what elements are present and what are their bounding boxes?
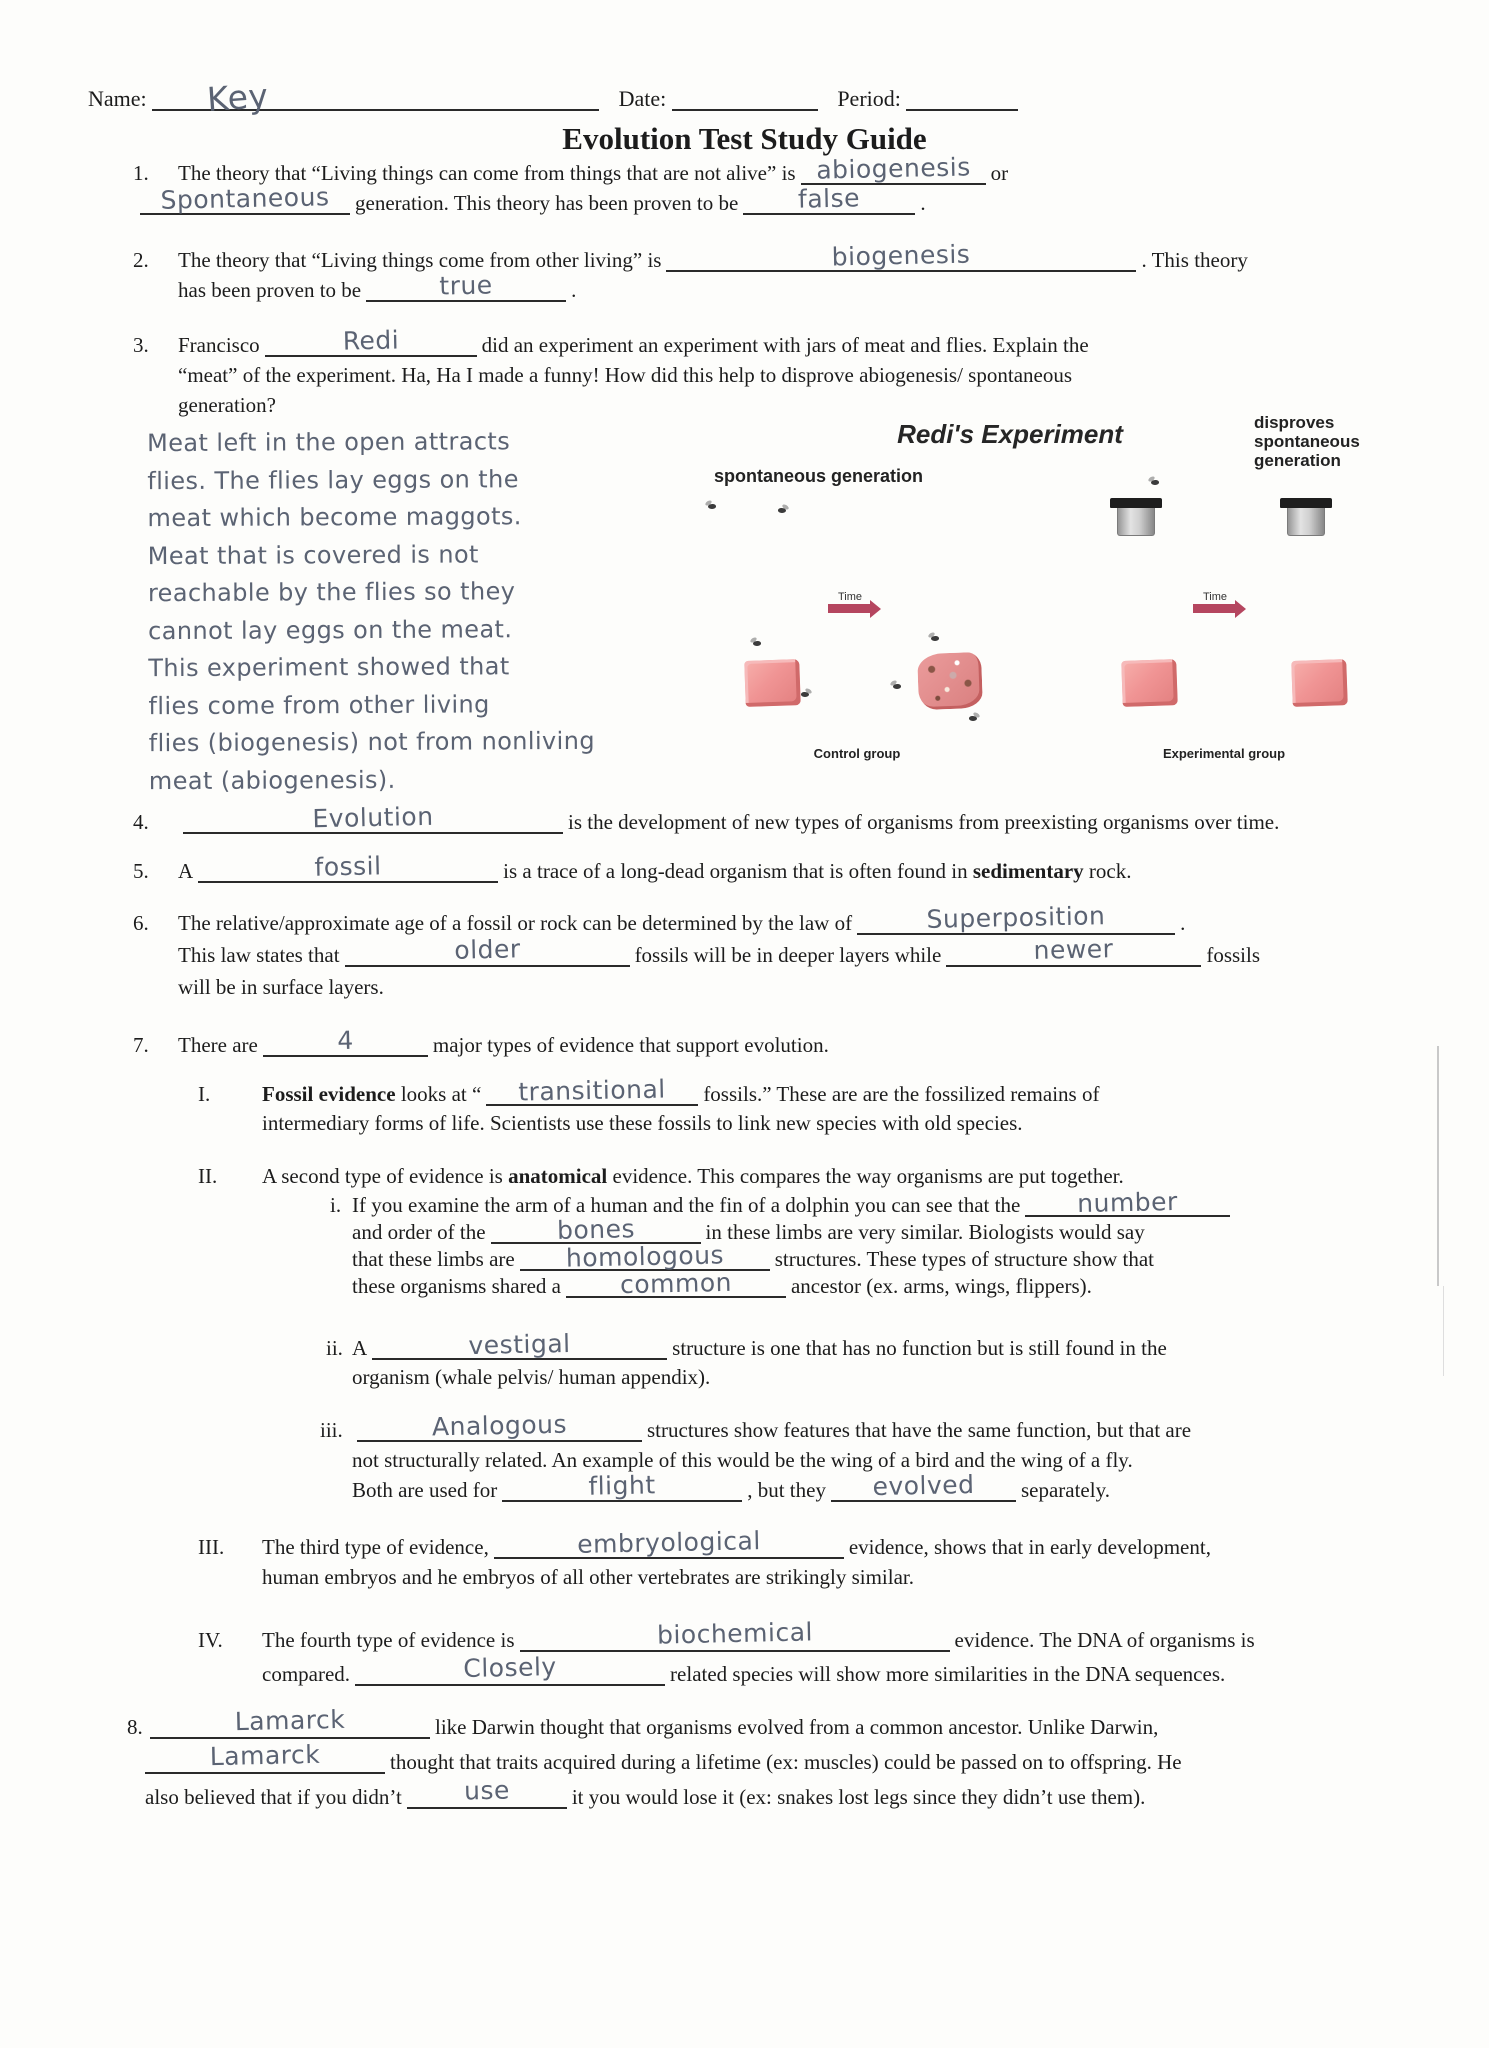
fly-icon [1148,477,1160,485]
sub-item-iii [320,1409,1192,1505]
answer-blank [372,1328,667,1361]
question-8 [127,1704,1182,1815]
answer-blank [357,1409,642,1442]
fresh-meat-icon [1121,659,1178,707]
question-text: The theory that “Living things can come from things that are not alive” is [178,161,796,185]
fresh-meat-icon [1291,659,1348,707]
answer-blank [366,270,566,302]
handwritten-answer: homologous [565,1240,725,1273]
sub-item-i [330,1186,1235,1300]
handwritten-answer-paragraph [147,423,595,800]
answer-blank [801,152,986,185]
answer-blank [183,801,563,834]
name-label: Name: [88,86,147,111]
question-text: generation? [178,393,276,417]
question-text: these organisms shared a [352,1274,561,1298]
redi-experiment-figure [700,413,1420,781]
question-text: The relative/approximate age of a fossil or rock can be determined by the law of [178,911,853,935]
question-text: not structurally related. An example of this would be the wing of a bird and the wing of a fly. [352,1448,1133,1472]
question-text: evidence. The DNA of organisms is [954,1628,1255,1652]
handwriting-line: This experiment showed that [148,652,510,683]
handwritten-answer: 4 [336,1025,354,1056]
question-number: 3. [133,333,149,357]
question-text: evidence. This compares the way organisms are put together. [612,1164,1124,1188]
question-text: separately. [1020,1478,1110,1502]
question-text: structures. These types of structure show that [774,1247,1154,1271]
question-text: fossils [1206,943,1261,967]
question-text: The fourth type of evidence is [262,1628,515,1652]
question-number: 7. [133,1033,149,1057]
handwritten-answer: abiogenesis [815,152,971,185]
handwritten-answer: Redi [342,325,400,356]
evidence-item-4 [198,1617,1255,1691]
handwritten-answer: fossil [314,851,382,882]
handwritten-answer: older [453,934,521,965]
question-text: that these limbs are [352,1247,515,1271]
sub-numeral: iii. [320,1418,343,1442]
handwriting-line: reachable by the flies so they [147,577,516,608]
arrow-icon [828,604,870,613]
question-text: ancestor (ex. arms, wings, flippers). [790,1274,1092,1298]
question-text: If you examine the arm of a human and the fin of a dolphin you can see that the [352,1193,1021,1217]
handwritten-answer: transitional [518,1074,667,1107]
answer-blank [831,1469,1016,1502]
time-arrow-experimental [1193,591,1253,613]
bold-term: Fossil evidence [262,1082,396,1106]
question-text: compared. [262,1662,351,1686]
caption-line: generation [1254,451,1341,470]
roman-numeral: III. [198,1535,225,1559]
answer-blank [265,325,477,357]
caption-line: spontaneous [1254,432,1360,451]
handwritten-answer: Superposition [926,901,1106,934]
handwritten-answer: Analogous [431,1409,568,1442]
handwriting-line: flies come from other living [148,689,490,720]
question-text: like Darwin thought that organisms evolved from a common ancestor. Unlike Darwin, [435,1715,1159,1739]
answer-blank [150,1704,430,1739]
rotten-meat-icon [917,652,983,710]
question-text: “meat” of the experiment. Ha, Ha I made a funny! How did this help to disprove abiogenesis/ spontaneous [178,363,1073,387]
time-arrow-control [828,591,888,613]
handwritten-answer: number [1077,1186,1179,1219]
question-text: This law states that [178,943,340,967]
question-text: is the development of new types of organisms from preexisting organisms over time. [568,810,1280,834]
fly-icon [750,638,762,646]
evidence-item-1 [198,1074,1100,1138]
question-text: is a trace of a long-dead organism that is often found in [503,859,968,883]
question-7 [133,1025,829,1060]
fly-icon [777,505,789,513]
experimental-group-label: Experimental group [1162,746,1286,761]
handwriting-line: cannot lay eggs on the meat. [148,614,513,645]
page-title: Evolution Test Study Guide [562,121,927,156]
fly-icon [705,501,717,509]
question-text: and order of the [352,1220,486,1244]
fly-icon [928,633,940,641]
handwriting-line: meat which become maggots. [147,502,522,533]
question-text: A [178,859,194,883]
question-5 [133,851,1132,886]
roman-numeral: II. [198,1164,218,1188]
handwritten-answer: Spontaneous [160,182,330,215]
handwritten-answer: Closely [463,1652,558,1683]
answer-blank [494,1526,844,1559]
question-text: fossils will be in deeper layers while [634,943,942,967]
question-text: A second type of evidence is [262,1164,503,1188]
question-text: The third type of evidence, [262,1535,489,1559]
handwritten-answer: flight [588,1470,657,1501]
handwriting-line: Meat that is covered is not [147,539,479,570]
evidence-item-2 [198,1161,1124,1191]
fresh-meat-icon [744,659,801,707]
handwritten-answer: false [798,183,861,214]
answer-blank [502,1470,742,1502]
date-blank [672,89,818,111]
answer-blank [491,1214,701,1245]
answer-blank [1025,1186,1230,1219]
question-4 [133,801,1280,837]
bold-term: anatomical [508,1164,608,1188]
fly-icon [968,713,980,721]
covered-jar-icon [1280,498,1332,536]
question-text: . This theory [1141,248,1248,272]
question-text: did an experiment an experiment with jars of meat and flies. Explain the [481,333,1089,357]
scan-artifact-line [1443,1286,1444,1376]
fly-icon [800,689,812,697]
question-2 [133,239,1248,305]
handwriting-line: Meat left in the open attracts [147,427,511,458]
question-text: thought that traits acquired during a lifetime (ex: muscles) could be passed on to offspring. He [390,1750,1182,1774]
answer-blank [345,934,630,967]
handwritten-answer: common [619,1267,733,1300]
question-number: 8. [127,1715,143,1739]
figure-left-caption: spontaneous generation [714,466,924,486]
answer-blank [145,1739,385,1774]
caption-line: disproves [1254,413,1335,432]
question-text: Francisco [178,333,260,357]
answer-blank [486,1074,698,1107]
sub-numeral: i. [330,1193,342,1217]
question-number: 6. [133,911,149,935]
handwritten-answer: bones [556,1214,635,1245]
period-blank [906,89,1018,111]
question-text: There are [178,1033,258,1057]
question-text: also believed that if you didn’t [145,1785,402,1809]
answer-blank [857,901,1175,935]
scan-artifact-line [1437,1046,1439,1286]
question-text: rock. [1088,859,1132,883]
sub-numeral: ii. [326,1336,343,1360]
question-text: looks at “ [400,1082,482,1106]
question-text: it you would lose it (ex: snakes lost legs since they didn’t use them). [571,1785,1146,1809]
answer-blank [407,1775,567,1809]
question-text: in these limbs are very similar. Biologists would say [705,1220,1145,1244]
answer-blank [140,182,350,215]
question-text: . [1180,911,1186,935]
question-6 [133,901,1261,1003]
handwriting-line: flies. The flies lay eggs on the [147,464,519,495]
evidence-item-3 [198,1526,1211,1592]
question-text: human embryos and he embryos of all other vertebrates are strikingly similar. [262,1565,914,1589]
worksheet-header [88,75,1408,120]
question-text: structures show features that have the same function, but that are [647,1418,1192,1442]
question-text: has been proven to be [178,278,362,302]
handwritten-answer: biogenesis [831,239,972,272]
handwritten-answer: newer [1033,934,1115,965]
time-label: Time [838,591,863,603]
answer-blank [520,1617,950,1652]
answer-blank [355,1652,665,1686]
answer-blank [566,1267,786,1300]
question-text: major types of evidence that support evolution. [432,1033,829,1057]
name-blank [152,75,599,120]
arrow-icon [1193,604,1235,613]
answer-blank [743,183,915,215]
handwriting-line: flies (biogenesis) not from nonliving [148,726,596,758]
handwritten-answer: use [463,1775,510,1806]
question-text: The theory that “Living things come from other living” is [178,248,662,272]
handwritten-answer: embryological [576,1526,761,1559]
question-text: , but they [747,1478,826,1502]
period-label: Period: [837,86,901,111]
question-text: generation. This theory has been proven to be [355,191,739,215]
question-text: A [352,1336,368,1360]
roman-numeral: IV. [198,1628,223,1652]
question-text: evidence, shows that in early development, [848,1535,1211,1559]
handwritten-answer: Evolution [312,801,434,834]
question-3 [133,325,1089,420]
date-label: Date: [618,86,667,111]
question-number: 2. [133,248,149,272]
question-text: structure is one that has no function but is still found in the [672,1336,1167,1360]
figure-title: Redi's Experiment [897,419,1123,449]
question-number: 5. [133,859,149,883]
handwritten-answer: true [439,270,494,301]
question-text: will be in surface layers. [178,975,384,999]
handwritten-answer: vestigal [468,1328,572,1361]
handwritten-answer: biochemical [656,1617,813,1650]
question-number: 1. [133,161,149,185]
question-text: intermediary forms of life. Scientists use these fossils to link new species with old species. [262,1111,1023,1135]
question-text: . [571,278,577,302]
figure-right-caption [1254,413,1360,470]
handwriting-line: meat (abiogenesis). [148,765,396,795]
question-text: Both are used for [352,1478,498,1502]
answer-blank [520,1240,770,1273]
control-group-label: Control group [813,746,901,761]
answer-blank [263,1025,428,1057]
covered-jar-icon [1110,498,1162,536]
answer-blank [946,934,1201,967]
sub-item-ii [326,1328,1167,1392]
handwritten-answer: evolved [872,1469,975,1502]
handwritten-answer: Lamarck [209,1739,321,1772]
fly-icon [890,681,902,689]
handwritten-answer: Lamarck [234,1704,346,1737]
answer-blank [198,851,498,883]
question-text: fossils.” These are are the fossilized remains of [703,1082,1100,1106]
time-label: Time [1203,591,1228,603]
question-1 [133,152,1009,218]
handwritten-name: Key [205,75,270,120]
bold-term: sedimentary [972,859,1084,883]
question-number: 4. [133,810,149,834]
question-text: related species will show more similarities in the DNA sequences. [670,1662,1226,1686]
answer-blank [666,239,1136,272]
question-text: . [920,191,926,215]
question-text: organism (whale pelvis/ human appendix). [352,1365,711,1389]
question-text: or [990,161,1009,185]
roman-numeral: I. [198,1082,211,1106]
